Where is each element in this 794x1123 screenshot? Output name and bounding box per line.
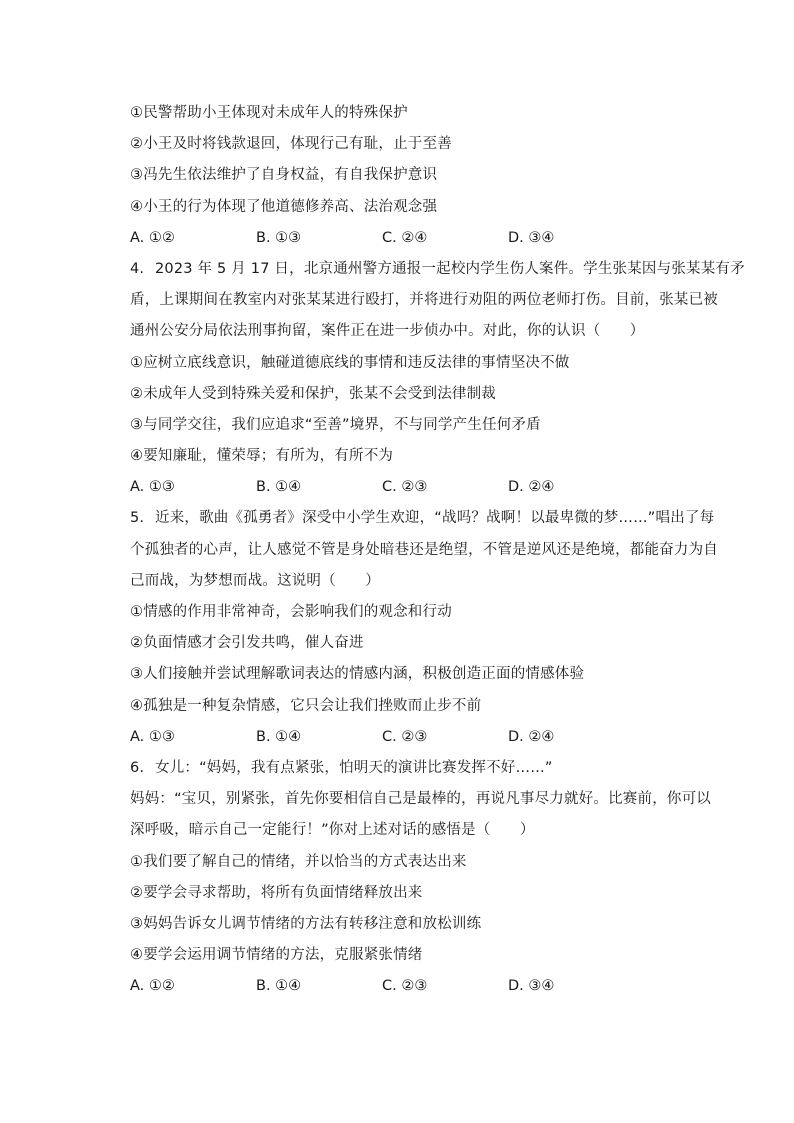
question-stem-line: 盾，上课期间在教室内对张某某进行殴打，并将进行劝阻的两位老师打伤。目前，张某已被 (130, 292, 718, 309)
question-6 (130, 753, 712, 1003)
statement-2: ②要学会寻求帮助，将所有负面情绪释放出来 (130, 884, 423, 901)
statement-3: ③冯先生依法维护了自身权益，有自我保护意识 (130, 167, 438, 184)
question-stem-line: 己而战，为梦想而战。这说明（ ） (130, 572, 380, 589)
stem-text: 2023 年 5 月 17 日，北京通州警方通报一起校内学生伤人案件。学生张某因与张某某有矛 (155, 260, 745, 277)
option-a[interactable]: A. ①② (130, 978, 175, 995)
answer-options (130, 722, 670, 753)
option-c[interactable]: C. ②③ (382, 479, 428, 496)
statement-3: ③人们接触并尝试理解歌词表达的情感内涵，积极创造正面的情感体验 (130, 666, 585, 683)
option-c[interactable]: C. ②④ (382, 229, 428, 246)
option-d[interactable]: D. ②④ (508, 479, 555, 496)
option-b[interactable]: B. ①④ (256, 728, 302, 745)
question-stem-line: 深呼吸，暗示自己一定能行！”你对上述对话的感悟是（ ） (130, 822, 535, 839)
option-a[interactable]: A. ①② (130, 229, 175, 246)
option-c[interactable]: C. ②③ (382, 978, 428, 995)
option-d[interactable]: D. ③④ (508, 978, 555, 995)
question-3-continuation (130, 98, 670, 254)
option-d[interactable]: D. ②④ (508, 728, 555, 745)
question-stem-line: 通州公安分局依法刑事拘留，案件正在进一步侦办中。对此，你的认识（ ） (130, 323, 645, 340)
statement-1: ①我们要了解自己的情绪，并以恰当的方式表达出来 (130, 853, 467, 870)
answer-options (130, 971, 670, 1002)
statement-4: ④孤独是一种复杂情感，它只会让我们挫败而止步不前 (130, 697, 482, 714)
option-b[interactable]: B. ①③ (256, 229, 302, 246)
question-number: 4. (130, 260, 145, 277)
question-4 (130, 254, 745, 504)
statement-4: ④要知廉耻，懂荣辱；有所为，有所不为 (130, 448, 394, 465)
statement-1: ①情感的作用非常神奇，会影响我们的观念和行动 (130, 604, 452, 620)
option-d[interactable]: D. ③④ (508, 229, 555, 246)
stem-text: 女儿：“妈妈，我有点紧张，怕明天的演讲比赛发挥不好……” (155, 759, 553, 776)
question-5 (130, 503, 718, 753)
statement-2: ②小王及时将钱款退回，体现行己有耻，止于至善 (130, 136, 452, 153)
answer-options (130, 472, 670, 503)
option-a[interactable]: A. ①③ (130, 728, 175, 745)
question-stem-line (130, 254, 745, 285)
question-stem-line (130, 753, 670, 784)
statement-3: ③妈妈告诉女儿调节情绪的方法有转移注意和放松训练 (130, 915, 482, 932)
statement-2: ②未成年人受到特殊关爱和保护，张某不会受到法律制裁 (130, 385, 496, 402)
question-number: 6. (130, 759, 145, 776)
option-a[interactable]: A. ①③ (130, 479, 175, 496)
option-c[interactable]: C. ②③ (382, 728, 428, 745)
statement-4: ④要学会运用调节情绪的方法，克服紧张情绪 (130, 947, 423, 964)
question-stem-line (130, 503, 715, 534)
question-stem-line: 妈妈：“宝贝，别紧张，首先你要相信自己是最棒的，再说凡事尽力就好。比赛前，你可以 (130, 791, 712, 808)
statement-1: ①民警帮助小王体现对未成年人的特殊保护 (130, 105, 408, 121)
question-stem-line: 个孤独者的心声，让人感觉不管是身处暗巷还是绝望，不管是逆风还是绝境，都能奋力为自 (130, 541, 718, 558)
option-b[interactable]: B. ①④ (256, 978, 302, 995)
statement-4: ④小王的行为体现了他道德修养高、法治观念强 (130, 198, 438, 215)
option-b[interactable]: B. ①④ (256, 479, 302, 496)
statement-3: ③与同学交往，我们应追求“至善”境界，不与同学产生任何矛盾 (130, 416, 541, 433)
stem-text: 近来，歌曲《孤勇者》深受中小学生欢迎，“战吗？战啊！以最卑微的梦……”唱出了每 (155, 510, 715, 527)
exam-page (130, 98, 745, 1002)
question-number: 5. (130, 510, 145, 527)
answer-options (130, 223, 670, 254)
statement-1: ①应树立底线意识，触碰道德底线的事情和违反法律的事情坚决不做 (130, 354, 570, 371)
statement-2: ②负面情感才会引发共鸣，催人奋进 (130, 635, 364, 652)
